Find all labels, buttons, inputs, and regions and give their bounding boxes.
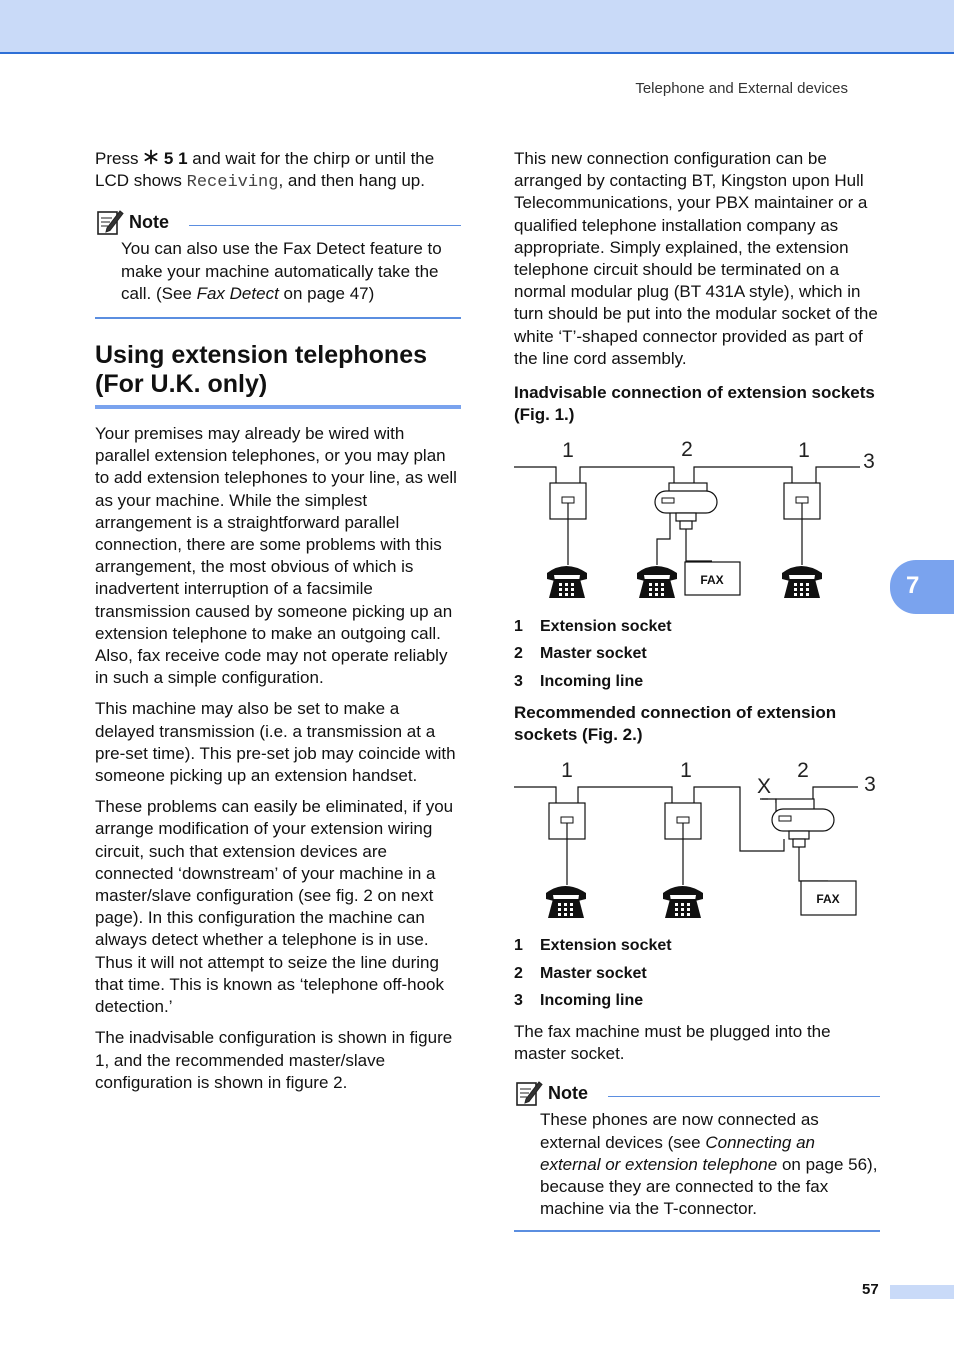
note-box xyxy=(95,206,461,319)
fig1-label-3: 1 xyxy=(798,439,810,463)
fig2-fax-label: FAX xyxy=(816,891,840,906)
section-heading: Using extension telephones (For U.K. only) xyxy=(95,341,461,409)
fig2-label-1: 1 xyxy=(561,758,573,782)
paragraph-config: This new connection configuration can be arranged by contacting BT, Kingston upon Hull Telecommunications, your PBX maintainer or a qualified telephone installation company as appropriate. Simply explained, the extension telephone circuit should be terminated on a normal modular plug (BT 431A style), which in turn should be put into the modular socket of the white ‘T’-shaped connector provided as part of the line cord assembly. xyxy=(514,149,878,368)
fig1-label-2: 2 xyxy=(681,438,693,462)
legend-item: 2 Master socket xyxy=(514,964,647,982)
legend-item: 3 Incoming line xyxy=(514,672,644,690)
page-number-bar xyxy=(890,1285,954,1299)
fig1-phone-2 xyxy=(637,566,677,598)
fig1-fax-label: FAX xyxy=(700,573,724,588)
fig2-caption: Recommended connection of extension sockets (Fig. 2.) xyxy=(514,702,837,744)
left-column xyxy=(95,148,461,1103)
fig2-label-2: 1 xyxy=(680,758,692,782)
note-text: You can also use the Fax Detect feature to make your machine automatically take the call. (See Fax Detect on page 47) xyxy=(121,239,442,303)
fig2-phone-1 xyxy=(546,886,586,918)
fig2-label-3: 2 xyxy=(797,758,809,782)
fig1-phone-3 xyxy=(782,566,822,598)
lcd-text: Receiving xyxy=(186,173,279,193)
note-box-2 xyxy=(514,1077,880,1232)
paragraph-3: These problems can easily be eliminated, if you arrange modification of your extension wiring circuit, such that extension devices are connected ‘downstream’ of your machine in a master/slave configuration (see fig. 2 on next page). In this configuration the machine can always detect whether a telephone is in use. Thus it will not attempt to seize the line during that time. This is known as ‘telephone off-hook detection.’ xyxy=(95,797,454,1017)
chapter-tab: 7 xyxy=(890,560,954,614)
paragraph-master: The fax machine must be plugged into the master socket. xyxy=(514,1022,831,1064)
press-instruction: Press 5 1 and wait for the chirp or until the LCD shows Receiving, and then hang up. xyxy=(95,149,435,193)
top-band xyxy=(0,0,954,54)
paragraph-1: Your premises may already be wired with parallel extension telephones, or you may plan to add extension telephones to your line, as well as your machine. While the simplest arrangement is a straightforward parallel connection, there are some problems with this arrangement, the most obvious of which is inadvertent interruption of a facsimile transmission caused by someone picking up an extension telephone to make an outgoing call. Also, fax receive code may not operate reliably in such a simple configuration. xyxy=(95,424,457,688)
note-title: Note xyxy=(129,212,169,233)
legend-item: 2 Master socket xyxy=(514,645,647,663)
note-text: These phones are now connected as external devices (see Connecting an external or extension telephone on page 56), because they are connected to the fax machine via the T-connector. xyxy=(540,1110,878,1219)
fig2-phone-2 xyxy=(663,886,703,918)
right-column xyxy=(514,148,880,1232)
fig1-label-1: 1 xyxy=(562,439,574,463)
note-title: Note xyxy=(548,1083,588,1104)
legend-item: 3 Incoming line xyxy=(514,992,644,1010)
fig2-legend xyxy=(514,933,880,1016)
fig1-legend xyxy=(514,613,880,696)
star-key-icon xyxy=(143,149,159,165)
paragraph-2: This machine may also be set to make a delayed transmission (i.e. a transmission at a pre-set time). This pre-set job may coincide with someone picking up an extension handset. xyxy=(95,699,456,786)
note-pencil-icon xyxy=(514,1078,544,1108)
running-header: Telephone and External devices xyxy=(635,80,848,97)
fig1-label-4: 3 xyxy=(863,450,875,474)
legend-item: 1 Extension socket xyxy=(514,617,672,635)
page-number: 57 xyxy=(862,1281,879,1298)
paragraph-4: The inadvisable configuration is shown in figure 1, and the recommended master/slave configuration is shown in figure 2. xyxy=(95,1028,453,1092)
fig1-diagram xyxy=(514,435,880,605)
fig1-caption: Inadvisable connection of extension sockets (Fig. 1.) xyxy=(514,383,875,425)
fig2-diagram xyxy=(514,755,880,925)
fig2-cut-mark: X xyxy=(756,774,772,798)
legend-item: 1 Extension socket xyxy=(514,937,672,955)
fig1-phone-1 xyxy=(547,566,587,598)
note-pencil-icon xyxy=(95,207,125,237)
fig2-label-4: 3 xyxy=(864,772,876,796)
